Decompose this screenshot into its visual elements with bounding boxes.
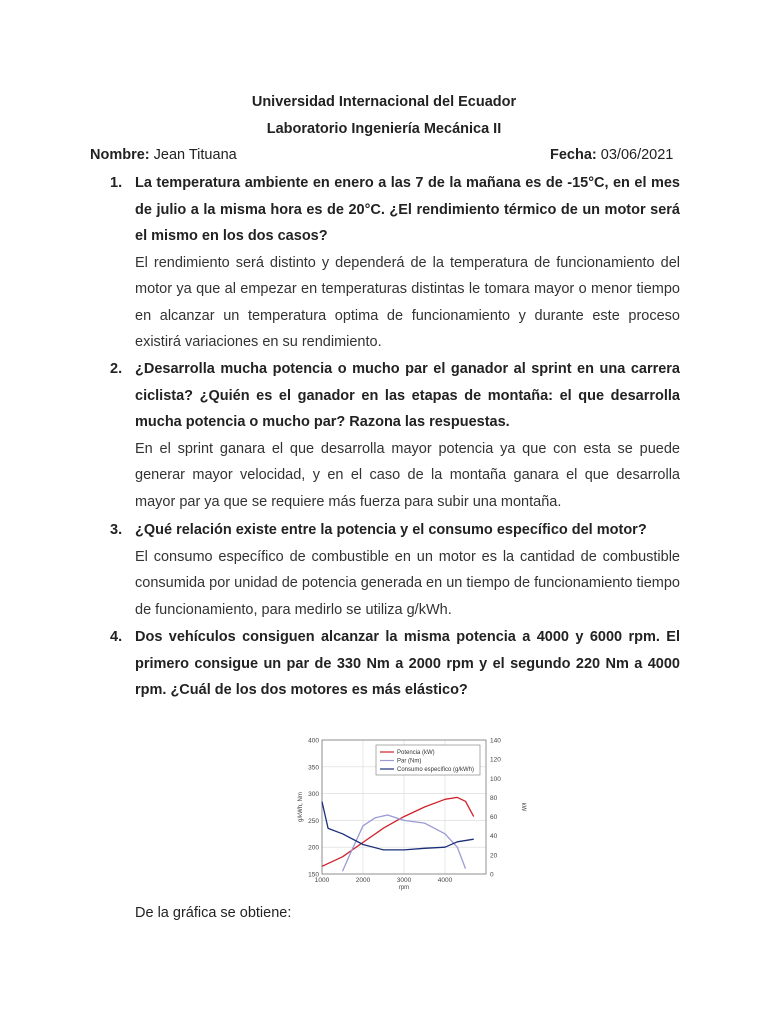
x-axis-label: rpm <box>398 885 410 891</box>
lab-title: Laboratorio Ingeniería Mecánica II <box>266 121 502 137</box>
series-line-1 <box>322 797 474 866</box>
y2-tick-label: 100 <box>490 775 501 783</box>
y-tick-label: 200 <box>308 844 319 852</box>
y2-tick-label: 0 <box>490 871 494 879</box>
y2-tick-label: 60 <box>490 814 498 822</box>
name-label: Nombre: <box>90 147 150 163</box>
university-title: Universidad Internacional del Ecuador <box>251 94 517 110</box>
y-tick-label: 150 <box>308 871 319 879</box>
y2-tick-label: 140 <box>490 737 501 745</box>
legend-entry: Potencia (kW) <box>397 750 435 757</box>
answer-text: El consumo específico de combustible en un motor es la cantidad de combustible consumida por unidad de potencia generada en un tiempo de funcionamiento tiempo de funcionamiento, para medirlo se utiliza g/kWh. <box>135 548 680 618</box>
question-number: 4. <box>110 629 123 645</box>
question-text: La temperatura ambiente en enero a las 7 de la mañana es de -15°C, en el mes de julio a la misma hora es de 20°C. ¿El rendimiento térmico de un motor será el mismo en los dos casos? <box>135 175 680 244</box>
x-tick-label: 3000 <box>396 877 412 884</box>
footer-text: De la gráfica se obtiene: <box>135 905 292 921</box>
y-axis-label: g/kWh, Nm <box>298 792 304 822</box>
y2-tick-label: 120 <box>490 756 501 764</box>
answer-text: En el sprint ganara el que desarrolla mayor potencia ya que con esta se puede generar mayor velocidad, y en el caso de la montaña ganara el que desarrolla mayor par ya que se requiere más fuerza para subir una montaña. <box>135 440 680 510</box>
name-value: Jean Tituana <box>153 147 237 163</box>
question-number: 3. <box>110 522 123 538</box>
y2-tick-label: 80 <box>490 794 498 802</box>
y-tick-label: 250 <box>308 817 319 825</box>
question-text: ¿Qué relación existe entre la potencia y el consumo específico del motor? <box>135 522 647 538</box>
answer-text: El rendimiento será distinto y dependerá de la temperatura de funcionamiento del motor ya que al empezar en temperaturas distintas le tomara mayor o menor tiempo en alcanzar un temperatura optima de funcionamiento y durante este proceso existirá variaciones en su rendimiento. <box>135 254 680 350</box>
question-text: Dos vehículos consiguen alcanzar la misma potencia a 4000 y 6000 rpm. El primero consigue un par de 330 Nm a 2000 rpm y el segundo 220 Nm a 4000 rpm. ¿Cuál de los dos motores es más elástico? <box>135 629 680 698</box>
series-line-3 <box>322 802 474 850</box>
legend-entry: Par (Nm) <box>397 758 422 765</box>
engine-curves-chart <box>290 728 530 898</box>
x-tick-label: 1000 <box>314 877 330 884</box>
question-number: 1. <box>110 175 123 191</box>
date-value: 03/06/2021 <box>600 147 674 163</box>
x-tick-label: 2000 <box>355 877 371 884</box>
x-tick-label: 4000 <box>437 877 453 884</box>
date-line <box>550 147 673 163</box>
name-line <box>90 147 237 163</box>
y2-tick-label: 20 <box>490 852 498 860</box>
y-tick-label: 300 <box>308 791 319 799</box>
question-block-2 <box>110 356 680 515</box>
question-block-1 <box>110 170 680 356</box>
question-block-4 <box>110 624 680 704</box>
y2-tick-label: 40 <box>490 833 498 841</box>
question-text: ¿Desarrolla mucha potencia o mucho par el ganador al sprint en una carrera ciclista? ¿Quién es el ganador en las etapas de montaña: el que desarrolla mucha potencia o mucho par? Razona las respuestas. <box>135 361 680 430</box>
question-block-3 <box>110 517 680 623</box>
y2-axis-label: kW <box>520 802 526 812</box>
date-label: Fecha: <box>550 147 597 163</box>
legend-entry: Consumo específico (g/kWh) <box>397 767 475 774</box>
y-tick-label: 350 <box>308 764 319 772</box>
question-number: 2. <box>110 361 123 377</box>
y-tick-label: 400 <box>308 737 319 745</box>
